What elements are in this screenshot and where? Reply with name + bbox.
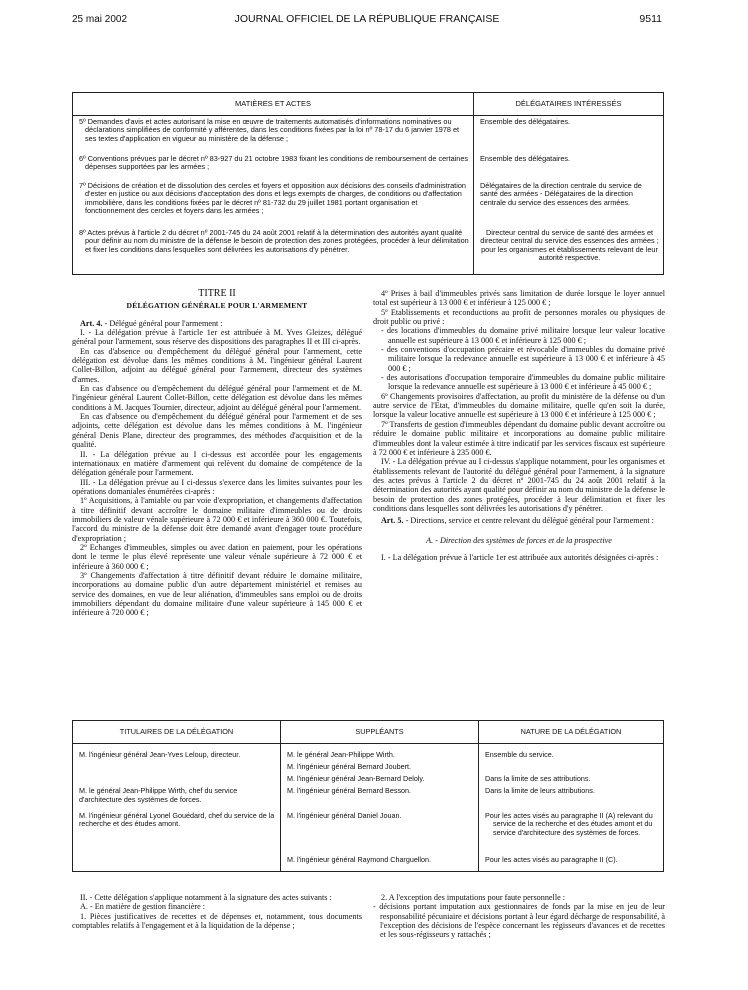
paragraph: 3º Changements d'affectation à titre définitif devant réduire le domaine militaire, incorporations au domaine public d'un autre département ministériel et remises au service des domaines, en vue de leur aliénation, d'immeubles sans emploi ou de droits immobiliers dépendant du domaine militaire d'une valeur supérieure à 145 000 € et inférieure à 720 000 € ; [72,570,362,618]
table-row [73,227,664,275]
matiere-cell: 7º Décisions de création et de dissolution des cercles et foyers et opposition aux décisions des conseils d'administration d'ester en justice ou aux décisions d'acceptation des dons et legs exempts de charges, de conditions ou d'affectation immobilière, dans les conditions fixées par le décret nº 81-732 du 29 juillet 1981 portant organisation et fonctionnement des cercles et foyers dans les armées ; [79,181,466,215]
titulaire-cell: M. l'ingénieur général Jean-Yves Leloup, directeur. [73,751,281,763]
nature-cell: Pour les actes visés au paragraphe II (A) relevant du service de la recherche et des études amont et du service d'architecture des systèmes de forces. [479,812,664,849]
table-header-delegataires: DÉLÉGATAIRES INTÉRESSÉS [474,93,664,116]
paragraph: I. - La délégation prévue à l'article 1er est attribuée à M. Yves Gleizes, délégué général pour l'armement, sous réserve des dispositions des paragraphes II et III ci-après. [72,328,362,347]
section-heading: A. - Direction des systèmes de forces et de la prospective [426,535,612,545]
delegataires-cell: Ensemble des délégataires. [480,154,571,164]
paragraph: 6º Changements provisoires d'affectation, au profit du ministère de la défense ou d'un autre service de l'Etat, d'immeubles du domaine militaire, quelle qu'en soit la durée, lorsque la valeur locative annuelle est supérieure à 13 000 € et inférieure à 125 000 € ; [373,391,665,420]
suppleant-cell: M. l'ingénieur général Raymond Charguellon. [281,856,479,868]
paragraph: III. - La délégation prévue au I ci-dessus s'exerce dans les limites suivantes pour les opérations domaniales énumérées ci-après : [72,477,362,496]
paragraph: A. - En matière de gestion financière : [80,902,206,912]
paragraph: 4º Prises à bail d'immeubles privés sans limitation de durée lorsque le loyer annuel total est supérieur à 13 000 € et inférieur à 125 000 € ; [373,289,665,308]
bottom-left-column [72,893,362,930]
left-column [72,287,362,618]
dash-item: - décisions portant imputation aux gestionnaires de fonds par la mise en jeu de leur responsabilité pécuniaire et décisions portant à leur égard décharge de responsabilité, à l'exception des décisions de l'espèce concernant les régisseurs d'avances et de recettes et les sous-régisseurs y rattachés ; [373,902,665,940]
matieres-table [72,92,664,275]
paragraph: 7º Transferts de gestion d'immeubles dépendant du domaine public devant accroître ou réduire le domaine public militaire et incorporations au domaine public militaire d'immeubles dont la valeur estimée à titre indicatif par les services fiscaux est supérieure à 72 000 € et inférieure à 235 000 €. [373,419,665,457]
matiere-cell: 8º Actes prévus à l'article 2 du décret nº 2001-745 du 24 août 2001 relatif à la détermination des autorités ayant qualité pour définir au nom du ministre de la défense le besoin de protection des zones protégées, procéder à leur délimitation et fixer les conditions dans lesquelles sont délivrées les autorisations d'y pénétrer. [79,227,469,254]
dash-item: - des autorisations d'occupation temporaire d'immeubles du domaine public militaire lorsque la redevance annuelle est supérieure à 13 000 € et inférieure à 45 000 € ; [381,373,665,392]
page-number: 9511 [639,13,662,25]
nature-cell: Pour les actes visés au paragraphe II (C). [479,856,664,868]
right-column [373,289,665,562]
table-row [73,856,664,868]
paragraph: En cas d'absence ou d'empêchement du délégué général pour l'armement et de M. l'ingénieur général Laurent Collet-Billon, cette délégation est dévolue dans les mêmes conditions à M. Jacques Tournier, directeur, adjoint au délégué général pour l'armement. [72,384,362,412]
delegataires-cell: Directeur central du service de santé des armées et directeur central du service des essences des armées ; pour les organismes et établissements relevant de leur autorité respective. [480,227,659,262]
delegataires-cell: Ensemble des délégataires. [480,117,571,126]
article-title: - Directions, service et centre relevant du délégué général pour l'armement : [403,516,654,526]
paragraph: 2. A l'exception des imputations pour faute personnelle : [381,893,566,902]
table-header-matieres: MATIÈRES ET ACTES [73,93,474,116]
suppleant-cell: M. l'ingénieur général Bernard Joubert. [281,763,479,775]
nature-cell: Dans la limite de leurs attributions. [479,787,664,812]
article-label: Art. 5. [381,516,404,526]
suppleant-cell: M. l'ingénieur général Jean-Bernard Deloly. [281,775,479,787]
paragraph: II. - Cette délégation s'applique notamment à la signature des actes suivants : [80,893,332,902]
table-row [73,116,664,154]
article-title: - Délégué général pour l'armement : [102,318,223,328]
delegation-table [72,720,664,872]
titulaire-cell: M. l'ingénieur général Lyonel Gouédard, chef du service de la recherche et des études amont. [73,812,281,849]
page-header [72,12,662,28]
suppleant-cell: M. l'ingénieur général Daniel Jouan. [281,812,479,849]
journal-title: JOURNAL OFFICIEL DE LA RÉPUBLIQUE FRANÇAISE [234,13,500,25]
table-header-suppleants: SUPPLÉANTS [281,721,479,744]
dash-item: - des conventions d'occupation précaire et révocable d'immeubles du domaine privé militaire lorsque la redevance annuelle est supérieure à 13 000 € et inférieure à 45 000 € ; [381,345,665,373]
paragraph: En cas d'absence ou d'empêchement du délégué général pour l'armement, cette délégation est dévolue dans les mêmes conditions à M. l'ingénieur général Laurent Collet-Billon, adjoint au délégué général pour l'armement, directeur des systèmes d'armes. [72,346,362,384]
delegation-heading: DÉLÉGATION GÉNÉRALE POUR L'ARMEMENT [126,301,308,311]
nature-cell: Dans la limite de ses attributions. [479,775,664,787]
table-row [73,180,664,227]
dash-item: - des locations d'immeubles du domaine privé militaire lorsque leur valeur locative annuelle est supérieure à 13 000 € et inférieure à 125 000 € ; [381,326,665,345]
article-4-heading [72,319,362,328]
titre-heading: TITRE II [198,288,236,299]
titulaire-cell: M. le général Jean-Philippe Wirth, chef du service d'architecture des systèmes de forces. [73,787,281,812]
matiere-cell: 6º Conventions prévues par le décret nº 83-927 du 21 octobre 1983 fixant les conditions de remboursement de certaines dépenses supportées par les armées ; [79,154,469,172]
suppleant-cell: M. l'ingénieur général Bernard Besson. [281,787,479,812]
article-label: Art. 4. [80,318,103,328]
titulaire-cell [73,856,281,868]
issue-date: 25 mai 2002 [72,14,128,25]
paragraph: 5º Etablissements et reconductions au profit de personnes morales ou physiques de droit public ou privé : [373,307,665,327]
article-5-heading [373,516,665,525]
paragraph: 1º Acquisitions, à l'amiable ou par voie d'expropriation, et changements d'affectation à titre définitif devant accroître le domaine militaire d'immeubles ou de droits immobiliers de valeur vénale supérieure à 72 000 € et inférieure à 360 000 €. Toutefois, l'accord du ministre de la défense doit être demandé avant d'engager toute procédure d'expropriation ; [72,496,362,543]
table-header-titulaires: TITULAIRES DE LA DÉLÉGATION [73,721,281,744]
paragraph: 1. Pièces justificatives de recettes et de dépenses et, notamment, tous documents comptables relatifs à l'engagement et à la liquidation de la dépense ; [72,911,362,931]
matiere-cell: 5º Demandes d'avis et actes autorisant la mise en œuvre de traitements automatisés d'informations nominatives ou déclarations simplifiées de conformité y afférentes, dans les conditions fixées par la loi nº 78-17 du 6 janvier 1978 et ses textes d'application en vigueur au ministère de la défense ; [79,117,460,143]
nature-cell: Ensemble du service. [479,751,664,763]
table-row [73,751,664,763]
table-header-nature: NATURE DE LA DÉLÉGATION [479,721,664,744]
paragraph: 2º Echanges d'immeubles, simples ou avec dation en paiement, pour les opérations dont le terme le plus élevé représente une valeur vénale supérieure à 72 000 € et inférieure à 360 000 € ; [72,542,362,571]
table-row [73,812,664,849]
table-row [73,153,664,180]
paragraph: I. - La délégation prévue à l'article 1er est attribuée aux autorités désignées ci-après : [381,552,659,562]
bottom-right-column [373,893,665,940]
titulaire-cell [73,763,281,775]
delegataires-cell: Délégataires de la direction centrale du service de santé des armées - Délégataires de la direction centrale du service des essences des armées. [480,181,642,207]
paragraph: II. - La délégation prévue au I ci-dessus est accordée pour les engagements internationaux en matière d'armement qui relèvent du domaine de compétence de la délégation générale pour l'armement. [72,449,362,478]
table-row [73,787,664,812]
paragraph: IV. - La délégation prévue au I ci-dessus s'applique notamment, pour les organismes et établissements relevant de l'autorité du délégué général pour l'armement, à la signature des actes prévus à l'article 2 du décret nº 2001-745 du 24 août 2001 relatif à la détermination des autorités ayant qualité pour définir au nom du ministre de la défense le besoin de protection des zones protégées, procéder à leur délimitation et fixer les conditions dans lesquelles sont délivrées les autorisations d'y pénétrer. [373,457,665,513]
paragraph: En cas d'absence ou d'empêchement du délégué général pour l'armement et de ses adjoints, cette délégation est dévolue dans les mêmes conditions à M. l'ingénieur général Denis Plane, directeur des programmes, des méthodes d'acquisition et de la qualité. [72,412,362,450]
suppleant-cell: M. le général Jean-Philippe Wirth. [281,751,479,763]
